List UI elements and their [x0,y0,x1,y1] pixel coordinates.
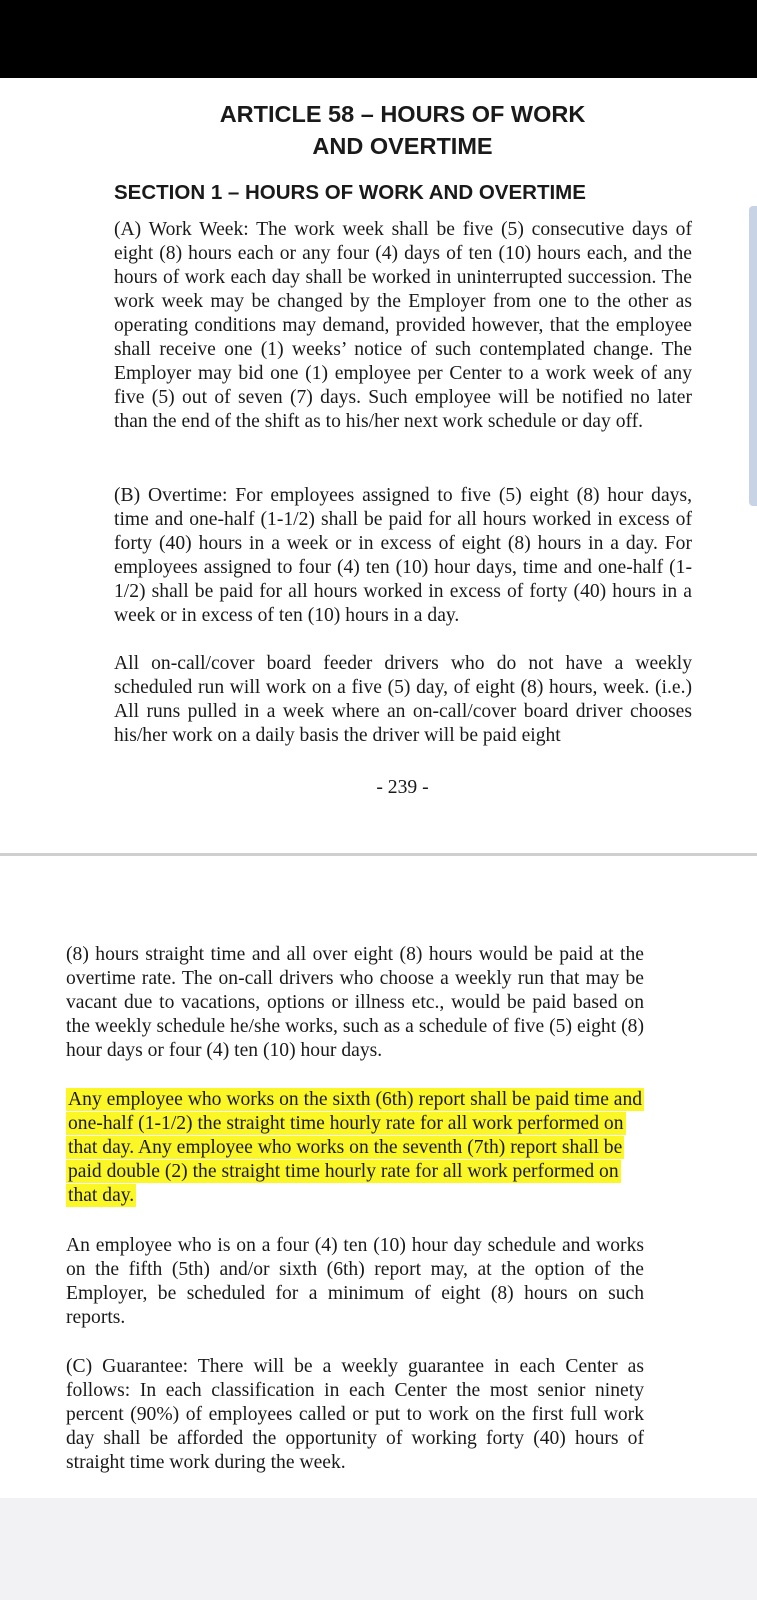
viewer-background [0,1498,757,1600]
paragraph-work-week: (A) Work Week: The work week shall be five (5) consecutive days of eight (8) hours each or any four (4) days of ten (10) hours each, and the hours of work each day shall be worked in uninterrupted succession. The work week may be changed by the Employer from one to the other as operating conditions may demand, provided however, that the employee shall receive one (1) weeks’ notice of such contemplated change. The Employer may bid one (1) employee per Center to a work week of any five (5) out of seven (7) days. Such employee will be notified no later than the end of the shift as to his/her next work schedule or day off. [114,219,692,432]
article-title-line1: ARTICLE 58 – HOURS OF WORK [219,101,586,127]
scrollbar-thumb[interactable] [749,206,757,506]
section-title: SECTION 1 – HOURS OF WORK AND OVERTIME [114,181,586,204]
paragraph-on-call-drivers: All on-call/cover board feeder drivers who do not have a weekly scheduled run will work on a five (5) day, of eight (8) hours, week. (i.e.) All runs pulled in a week where an on-call/cover board driver chooses his/her work on a daily basis the driver will be paid eight [114,653,692,746]
highlighted-text: Any employee who works on the sixth (6th) report shall be paid time and one-half (1-1/2) the straight time hourly rate for all work performed on that day. Any employee who works on the seventh (7th) report shall be paid double (2) the straight time hourly rate for all work performed on that day. [68,1089,643,1206]
paragraph-guarantee: (C) Guarantee: There will be a weekly guarantee in each Center as follows: In each classification in each Center the most senior ninety percent (90%) of employees called or put to work on the first full work day shall be afforded the opportunity of working forty (40) hours of straight time work during the week. [66,1356,644,1473]
highlighted-paragraph [66,1088,644,1208]
paragraph-four-ten-schedule: An employee who is on a four (4) ten (10) hour day schedule and works on the fifth (5th) and/or sixth (6th) report may, at the option of the Employer, be scheduled for a minimum of eight (8) hours on such reports. [66,1235,644,1328]
status-bar [0,0,757,78]
page-number: - 239 - [376,777,429,798]
paragraph-overtime: (B) Overtime: For employees assigned to five (5) eight (8) hour days, time and one-half (1-1/2) shall be paid for all hours worked in excess of forty (40) hours in a week or in excess of eight (8) hours in a day. For employees assigned to four (4) ten (10) hour days, time and one-half (1-1/2) shall be paid for all hours worked in excess of forty (40) hours in a week or in excess of ten (10) hours in a day. [114,485,692,626]
paragraph-continued: (8) hours straight time and all over eight (8) hours would be paid at the overtime rate. The on-call drivers who choose a weekly run that may be vacant due to vacations, options or illness etc., would be paid based on the weekly schedule he/she works, such as a schedule of five (5) eight (8) hour days or four (4) ten (10) hour days. [66,944,644,1061]
article-title-line2: AND OVERTIME [312,133,493,159]
